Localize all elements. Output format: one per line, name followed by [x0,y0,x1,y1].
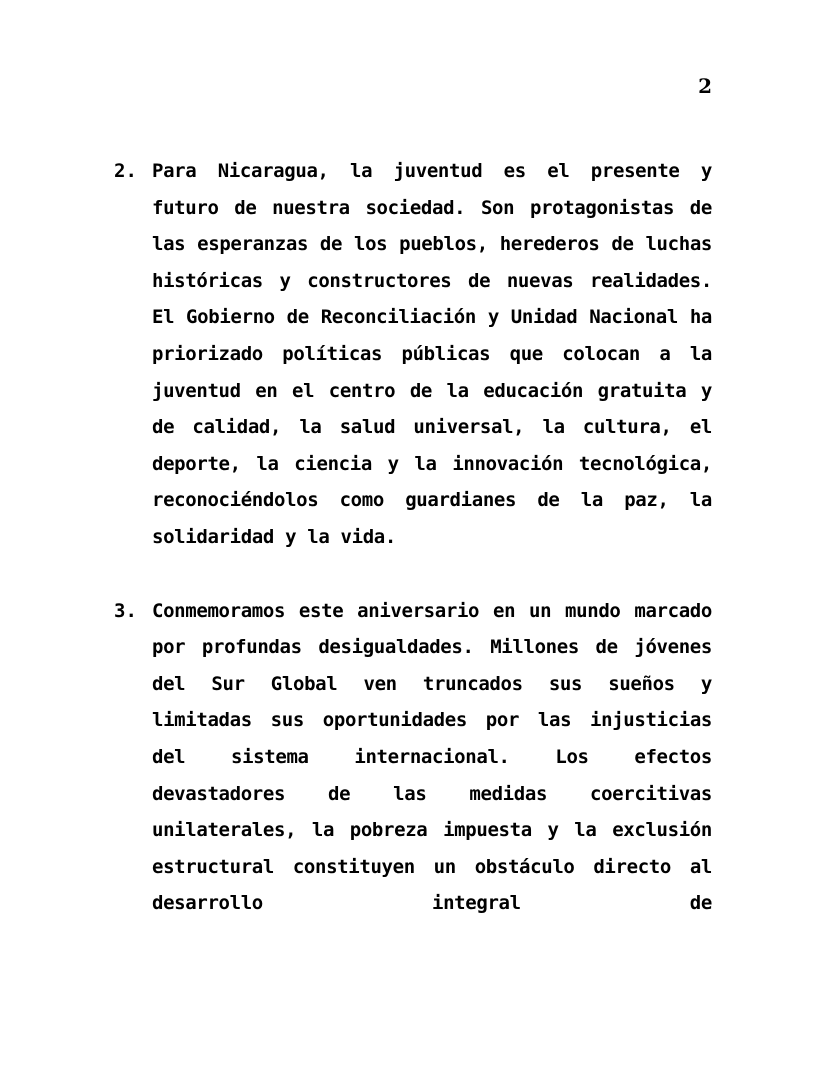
list-item [114,593,712,922]
page-number: 2 [698,74,712,98]
list-item [114,153,712,556]
list-item-marker: 3. [114,599,137,622]
list-item-marker: 2. [114,160,137,182]
list-item-text: Para Nicaragua, la juventud es el presente y futuro de nuestra sociedad. Son protagonistas de las esperanzas de los pueblos, herederos de luchas históricas y constructores de nuevas realidades. El Gobierno de Reconciliación y Unidad Nacional ha priorizado políticas públicas que colocan a la juventud en el centro de la educación gratuita y de calidad, la salud universal, la cultura, el deporte, la ciencia y la innovación tecnológica, reconociéndolos como guardianes de la paz, la solidaridad y la vida. [152,160,712,548]
document-body [114,134,712,941]
list-item-text: Conmemoramos este aniversario en un mundo marcado por profundas desigualdades. Millones de jóvenes del Sur Global ven truncados sus sueños y limitadas sus oportunidades por las injusticias del sistema internacional. Los efectos devastadores de las medidas coercitivas unilaterales, la pobreza impuesta y la exclusión estructural constituyen un obstáculo directo al desarrollo integral de [152,599,712,915]
